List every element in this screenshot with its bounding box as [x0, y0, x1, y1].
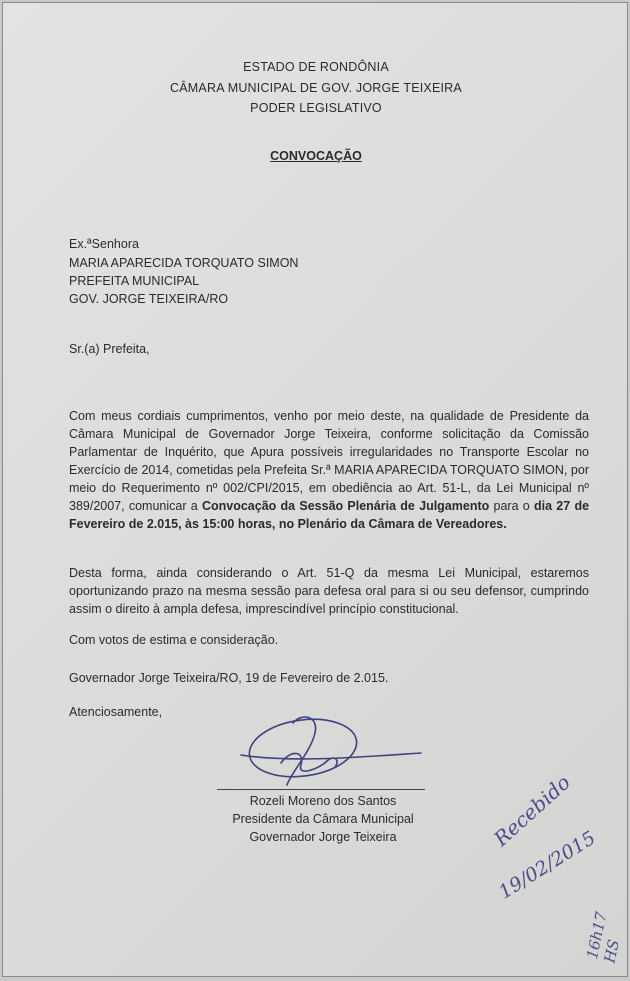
session-convocation-text: Convocação da Sessão Plenária de Julgamento	[201, 499, 490, 513]
addressee-city: GOV. JORGE TEIXEIRA/RO	[69, 292, 229, 306]
date-line: Governador Jorge Teixeira/RO, 19 de Fevereiro de 2.015.	[69, 671, 389, 685]
addressee-title: Ex.ªSenhora	[69, 237, 139, 251]
greeting: Sr.(a) Prefeita,	[69, 342, 150, 356]
header-chamber: CÂMARA MUNICIPAL DE GOV. JORGE TEIXEIRA	[170, 81, 462, 95]
body-paragraph-3: Com votos de estima e consideração.	[69, 633, 279, 647]
closing: Atenciosamente,	[69, 705, 163, 719]
handwritten-signature	[231, 693, 431, 793]
signer-city: Governador Jorge Teixeira	[249, 830, 397, 844]
session-date-text: dia 27 de Fevereiro de 2.015, às 15:00 horas, no Plenário da Câmara de Vereadores.	[69, 499, 590, 531]
body-paragraph-1: Com meus cordiais cumprimentos, venho por meio deste, na qualidade de Presidente da Câmara Municipal de Governador Jorge Teixeira, conforme solicitação da Comissão Parlamentar de Inquérito, que Apura possíveis irregularidades no Transporte Escolar no Exercício de 2014, cometidas pela Prefeita Sr.ª MARIA APARECIDA TORQUATO SIMON, por meio do Requerimento nº 002/CPI/2015, em obediência ao Art. 51-L, da Lei Municipal nº 389/2007, comunicar a Convocação da Sessão Plenária de Julgamento para o dia 27 de Fevereiro de 2.015, às 15:00 horas, no Plenário da Câmara de Vereadores.	[69, 409, 590, 531]
receipt-word: Recebido	[489, 770, 575, 851]
receipt-date: 19/02/2015	[495, 826, 600, 904]
body-paragraph-2: Desta forma, ainda considerando o Art. 51-Q da mesma Lei Municipal, estaremos oportunizando prazo na mesma sessão para defesa oral para si ou seu defensor, cumprindo assim o direito à ampla defesa, imprescindível princípio constitucional.	[69, 566, 589, 616]
signer-title: Presidente da Câmara Municipal	[232, 812, 414, 826]
header-state: ESTADO DE RONDÔNIA	[243, 60, 389, 74]
signer-name: Rozeli Moreno dos Santos	[249, 794, 397, 808]
document-page	[2, 2, 628, 977]
addressee-role: PREFEITA MUNICIPAL	[69, 274, 200, 288]
receipt-time: 16h17 HS	[583, 910, 624, 965]
signature-line	[217, 789, 425, 790]
addressee-name: MARIA APARECIDA TORQUATO SIMON	[69, 256, 299, 270]
document-title: CONVOCAÇÃO	[270, 149, 362, 163]
header-branch: PODER LEGISLATIVO	[250, 101, 382, 115]
